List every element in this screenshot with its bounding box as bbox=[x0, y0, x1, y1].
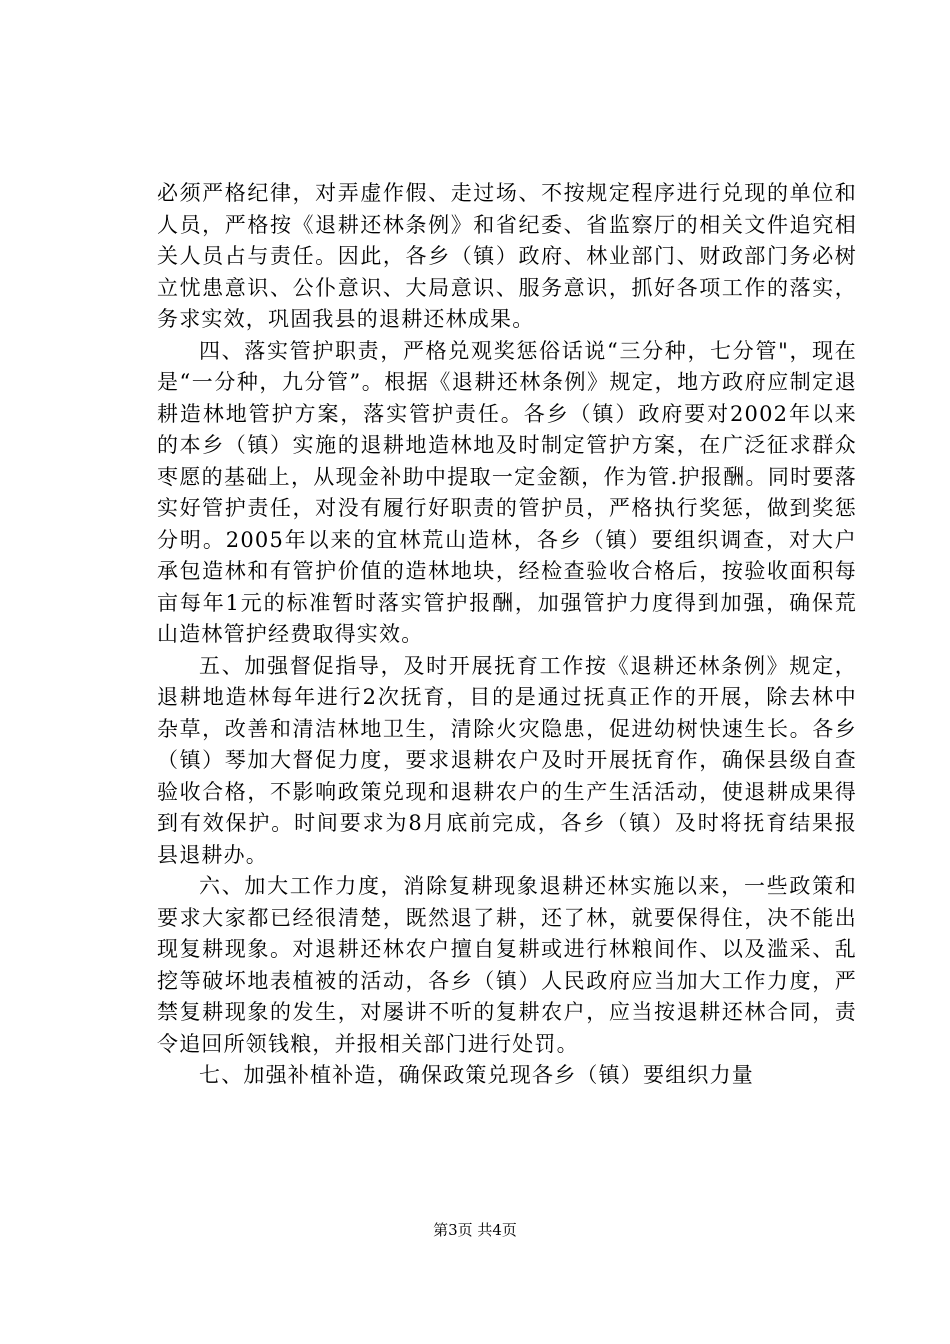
paragraph-section-6: 六、加大工作力度，消除复耕现象退耕还林实施以来，一些政策和要求大家都已经很清楚，既然退了耕，还了林，就要保得住，决不能出现复耕现象。对退耕还林农户擅自复耕或进行林粮间作、以及滥采、乱挖等破坏地表植被的活动，各乡（镇）人民政府应当加大工作力度，严禁复耕现象的发生，对屡讲不听的复耕农户，应当按退耕还林合同，责令追回所领钱粮，并报相关部门进行处罚。 bbox=[157, 874, 857, 1056]
paragraph-section-5: 五、加强督促指导，及时开展抚育工作按《退耕还林条例》规定，退耕地造林每年进行2次抚育，目的是通过抚真正作的开展，除去林中杂草，改善和清洁林地卫生，清除火灾隐患，促进幼树快速生长。各乡（镇）琴加大督促力度，要求退耕农户及时开展抚育作，确保县级自查验收合格，不影响政策兑现和退耕农户的生产生活活动，使退耕成果得到有效保护。时间要求为8月底前完成，各乡（镇）及时将抚育结果报县退耕办。 bbox=[157, 653, 857, 867]
paragraph-section-4: 四、落实管护职责，严格兑观奖惩俗话说“三分种，七分管"，现在是“一分种，九分管”。根据《退耕还林条例》规定，地方政府应制定退耕造林地管护方案，落实管护责任。各乡（镇）政府要对2002年以来的本乡（镇）实施的退耕地造林地及时制定管护方案，在广泛征求群众枣愿的基础上，从现金补助中提取一定金额，作为管.护报酬。同时要落实好管护责任，对没有履行好职责的管护员，严格执行奖惩，做到奖惩分明。2005年以来的宜林荒山造林，各乡（镇）要组织调查，对大户承包造林和有管护价值的造林地块，经检查验收合格后，按验收面积每亩每年1元的标准暂时落实管护报酬，加强管护力度得到加强，确保荒山造林管护经费取得实效。 bbox=[157, 338, 857, 646]
paragraph-section-7: 七、加强补植补造，确保政策兑现各乡（镇）要组织力量 bbox=[199, 1063, 754, 1087]
page-footer: 第3页 共4页 bbox=[433, 1221, 517, 1239]
document-body bbox=[157, 178, 857, 1092]
paragraph-continuation: 必须严格纪律，对弄虚作假、走过场、不按规定程序进行兑现的单位和人员，严格按《退耕还林条例》和省纪委、省监察厅的相关文件追究相关人员占与责任。因此，各乡（镇）政府、林业部门、财政部门务必树立忧患意识、公仆意识、大局意识、服务意识，抓好各项工作的落实，务求实效，巩固我县的退耕还林成果。 bbox=[157, 181, 857, 331]
